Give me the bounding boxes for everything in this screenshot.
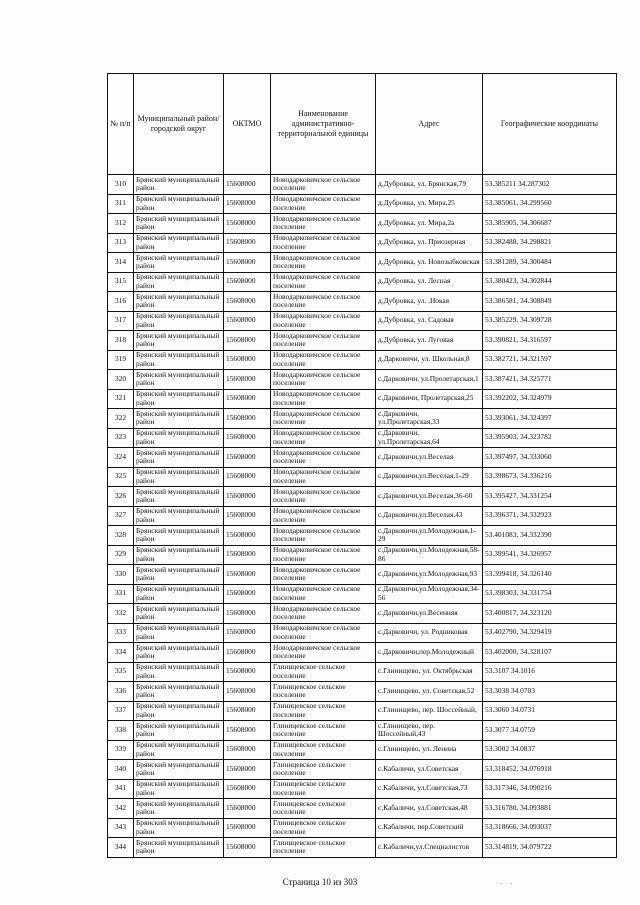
cell-address: с.Кабаличи, ул.Советская	[376, 760, 483, 780]
cell-num: 339	[108, 740, 134, 760]
cell-coords: 53.3038 34.0703	[483, 682, 617, 702]
cell-oktmo: 15608000	[224, 253, 271, 273]
cell-unit: Глиницевское сельское поселение	[271, 701, 376, 721]
cell-address: с.Глинищево, пер. Шоссейный,	[376, 701, 483, 721]
cell-unit: Новодарковичское сельское поселение	[271, 584, 376, 604]
cell-district: Брянский муниципальный район	[134, 721, 224, 741]
table-row	[108, 233, 617, 253]
cell-district: Брянский муниципальный район	[134, 779, 224, 799]
cell-district: Брянский муниципальный район	[134, 838, 224, 858]
cell-address: д.Дубровка, ул. Мира,25	[376, 194, 483, 214]
cell-unit: Новодарковичское сельское поселение	[271, 467, 376, 487]
cell-district: Брянский муниципальный район	[134, 428, 224, 448]
cell-address: с.Дарковичи,ул.Молодежная,34-56	[376, 584, 483, 604]
table-row	[108, 604, 617, 624]
cell-oktmo: 15608000	[224, 526, 271, 546]
cell-num: 318	[108, 331, 134, 351]
cell-coords: 53.317346, 34.090216	[483, 779, 617, 799]
cell-unit: Новодарковичское сельское поселение	[271, 545, 376, 565]
table-row	[108, 272, 617, 292]
cell-unit: Новодарковичское сельское поселение	[271, 506, 376, 526]
cell-num: 335	[108, 662, 134, 682]
cell-district: Брянский муниципальный район	[134, 272, 224, 292]
cell-coords: 53.382721, 34.321597	[483, 350, 617, 370]
cell-district: Брянский муниципальный район	[134, 760, 224, 780]
header-oktmo: ОКТМО	[224, 74, 271, 175]
cell-address: с.Дарковичи, ул. Родниковая	[376, 623, 483, 643]
cell-oktmo: 15608000	[224, 623, 271, 643]
cell-oktmo: 15608000	[224, 467, 271, 487]
table-row	[108, 584, 617, 604]
cell-oktmo: 15608000	[224, 292, 271, 312]
cell-address: с.Дарковичи, ул.Пролетарская,64	[376, 428, 483, 448]
cell-district: Брянский муниципальный район	[134, 604, 224, 624]
cell-coords: 53.387421, 34.325771	[483, 370, 617, 390]
cell-num: 334	[108, 643, 134, 663]
cell-num: 328	[108, 526, 134, 546]
cell-coords: 53.3002 34.0837	[483, 740, 617, 760]
cell-district: Брянский муниципальный район	[134, 682, 224, 702]
cell-coords: 53.386581, 34.308849	[483, 292, 617, 312]
cell-oktmo: 15608000	[224, 701, 271, 721]
cell-oktmo: 15608000	[224, 194, 271, 214]
cell-num: 327	[108, 506, 134, 526]
cell-unit: Новодарковичское сельское поселение	[271, 448, 376, 468]
table-row	[108, 506, 617, 526]
cell-district: Брянский муниципальный район	[134, 175, 224, 195]
cell-num: 332	[108, 604, 134, 624]
table-row	[108, 779, 617, 799]
cell-coords: 53.318666, 34.093037	[483, 818, 617, 838]
cell-unit: Новодарковичское сельское поселение	[271, 643, 376, 663]
cell-address: с.Глинищево, ул. Ленина	[376, 740, 483, 760]
cell-coords: 53.401083, 34.332390	[483, 526, 617, 546]
header-unit: Наименование административно-территориальной единицы	[271, 74, 376, 175]
cell-district: Брянский муниципальный район	[134, 233, 224, 253]
cell-num: 316	[108, 292, 134, 312]
table-row	[108, 428, 617, 448]
cell-oktmo: 15608000	[224, 506, 271, 526]
cell-address: с.Дарковичи,ул.Молодежная,1-29	[376, 526, 483, 546]
cell-district: Брянский муниципальный район	[134, 194, 224, 214]
cell-address: с.Кабаличи, ул.Советская,48	[376, 799, 483, 819]
cell-unit: Новодарковичское сельское поселение	[271, 253, 376, 273]
cell-address: с.Дарковичи,ул.Веселая,1-29	[376, 467, 483, 487]
cell-district: Брянский муниципальный район	[134, 214, 224, 234]
cell-address: с.Дарковичи,пер.Молодежный	[376, 643, 483, 663]
table-row	[108, 253, 617, 273]
cell-oktmo: 15608000	[224, 272, 271, 292]
table-row	[108, 350, 617, 370]
cell-oktmo: 15608000	[224, 350, 271, 370]
cell-unit: Глиницевское сельское поселение	[271, 721, 376, 741]
cell-coords: 53.382488, 34.298821	[483, 233, 617, 253]
cell-num: 323	[108, 428, 134, 448]
cell-unit: Новодарковичское сельское поселение	[271, 389, 376, 409]
cell-unit: Глиницевское сельское поселение	[271, 682, 376, 702]
cell-unit: Глиницевское сельское поселение	[271, 740, 376, 760]
cell-unit: Новодарковичское сельское поселение	[271, 565, 376, 585]
cell-oktmo: 15608000	[224, 740, 271, 760]
cell-address: с.Дарковичи,ул.Веселая,43	[376, 506, 483, 526]
cell-oktmo: 15608000	[224, 214, 271, 234]
cell-num: 337	[108, 701, 134, 721]
cell-coords: 53.390821, 34.316597	[483, 331, 617, 351]
cell-oktmo: 15608000	[224, 682, 271, 702]
cell-num: 330	[108, 565, 134, 585]
cell-unit: Новодарковичское сельское поселение	[271, 526, 376, 546]
cell-district: Брянский муниципальный район	[134, 662, 224, 682]
cell-district: Брянский муниципальный район	[134, 623, 224, 643]
cell-address: с.Глинищево, ул. Советская,52	[376, 682, 483, 702]
table-row	[108, 799, 617, 819]
cell-address: д.Дубровка, ул. Луговая	[376, 331, 483, 351]
cell-coords: 53.402790, 34.329419	[483, 623, 617, 643]
cell-coords: 53.398303, 34.331754	[483, 584, 617, 604]
cell-address: с.Кабаличи, пер.Советский	[376, 818, 483, 838]
header-district: Муниципальный район/городской округ	[134, 74, 224, 175]
cell-unit: Глиницевское сельское поселение	[271, 760, 376, 780]
cell-unit: Новодарковичское сельское поселение	[271, 194, 376, 214]
cell-district: Брянский муниципальный район	[134, 370, 224, 390]
cell-address: с.Кабаличи, ул.Советская,73	[376, 779, 483, 799]
cell-address: с.Дарковичи, ул.Пролетарская,33	[376, 409, 483, 429]
cell-unit: Глиницевское сельское поселение	[271, 799, 376, 819]
cell-district: Брянский муниципальный район	[134, 331, 224, 351]
cell-address: с.Дарковичи,ул.Молодежная,58-86	[376, 545, 483, 565]
cell-oktmo: 15608000	[224, 175, 271, 195]
cell-coords: 53.396371, 34.332923	[483, 506, 617, 526]
cell-address: с.Дарковичи,ул.Весенняя	[376, 604, 483, 624]
cell-oktmo: 15608000	[224, 604, 271, 624]
cell-coords: 53.399418, 34.326140	[483, 565, 617, 585]
cell-district: Брянский муниципальный район	[134, 350, 224, 370]
cell-num: 344	[108, 838, 134, 858]
cell-num: 320	[108, 370, 134, 390]
table-row	[108, 701, 617, 721]
cell-coords: 53.314819, 34.079722	[483, 838, 617, 858]
cell-district: Брянский муниципальный район	[134, 545, 224, 565]
cell-oktmo: 15608000	[224, 721, 271, 741]
page-footer: Страница 10 из 303	[282, 877, 358, 887]
cell-oktmo: 15608000	[224, 643, 271, 663]
cell-oktmo: 15608000	[224, 409, 271, 429]
cell-num: 342	[108, 799, 134, 819]
cell-num: 317	[108, 311, 134, 331]
cell-oktmo: 15608000	[224, 428, 271, 448]
cell-num: 314	[108, 253, 134, 273]
cell-num: 329	[108, 545, 134, 565]
cell-coords: 53.385211 34.287302	[483, 175, 617, 195]
table-row	[108, 760, 617, 780]
cell-coords: 53.3060 34.0731	[483, 701, 617, 721]
cell-oktmo: 15608000	[224, 818, 271, 838]
cell-address: д.Дубровка, ул. Приозерная	[376, 233, 483, 253]
cell-coords: 53.392202, 34.324979	[483, 389, 617, 409]
cell-num: 325	[108, 467, 134, 487]
cell-coords: 53.381289, 34.300484	[483, 253, 617, 273]
cell-coords: 53.402000, 34.328107	[483, 643, 617, 663]
cell-num: 322	[108, 409, 134, 429]
cell-oktmo: 15608000	[224, 545, 271, 565]
cell-district: Брянский муниципальный район	[134, 487, 224, 507]
cell-district: Брянский муниципальный район	[134, 799, 224, 819]
table-row	[108, 740, 617, 760]
cell-oktmo: 15608000	[224, 838, 271, 858]
cell-coords: 53.318452, 34.076918	[483, 760, 617, 780]
table-header-row	[108, 74, 617, 175]
cell-unit: Новодарковичское сельское поселение	[271, 292, 376, 312]
cell-num: 341	[108, 779, 134, 799]
cell-address: д.Дубровка, ул. Мира,2а	[376, 214, 483, 234]
cell-coords: 53.400817, 34.323120	[483, 604, 617, 624]
cell-oktmo: 15608000	[224, 799, 271, 819]
cell-address: с.Глинищево, пер. Шоссейный,43	[376, 721, 483, 741]
cell-coords: 53.397497, 34.333060	[483, 448, 617, 468]
cell-address: с.Дарковичи,ул.Веселая	[376, 448, 483, 468]
cell-address: с.Кабаличи,ул.Специалистов	[376, 838, 483, 858]
cell-address: д.Дубровка, ул. .Новая	[376, 292, 483, 312]
cell-coords: 53.399541, 34.326957	[483, 545, 617, 565]
table-row	[108, 175, 617, 195]
header-address: Адрес	[376, 74, 483, 175]
table-row	[108, 526, 617, 546]
table-row	[108, 643, 617, 663]
cell-unit: Новодарковичское сельское поселение	[271, 350, 376, 370]
cell-num: 343	[108, 818, 134, 838]
cell-coords: 53.395427, 34.331254	[483, 487, 617, 507]
cell-coords: 53.385905, 34.306687	[483, 214, 617, 234]
header-coords: Географические координаты	[483, 74, 617, 175]
cell-district: Брянский муниципальный район	[134, 584, 224, 604]
registry-table	[107, 73, 617, 858]
cell-address: д.Дарковичи, ул. Школьная,8	[376, 350, 483, 370]
cell-unit: Новодарковичское сельское поселение	[271, 311, 376, 331]
cell-unit: Новодарковичское сельское поселение	[271, 175, 376, 195]
cell-address: д.Дубровка, ул. Лесная	[376, 272, 483, 292]
table-row	[108, 331, 617, 351]
table-row	[108, 194, 617, 214]
cell-unit: Глиницевское сельское поселение	[271, 838, 376, 858]
cell-num: 326	[108, 487, 134, 507]
table-row	[108, 370, 617, 390]
cell-num: 313	[108, 233, 134, 253]
cell-num: 340	[108, 760, 134, 780]
cell-unit: Новодарковичское сельское поселение	[271, 214, 376, 234]
cell-oktmo: 15608000	[224, 584, 271, 604]
cell-district: Брянский муниципальный район	[134, 311, 224, 331]
cell-unit: Глиницевское сельское поселение	[271, 818, 376, 838]
scan-marks: · ·	[500, 880, 516, 888]
cell-unit: Новодарковичское сельское поселение	[271, 604, 376, 624]
cell-coords: 53.380423, 34.302844	[483, 272, 617, 292]
cell-district: Брянский муниципальный район	[134, 701, 224, 721]
cell-district: Брянский муниципальный район	[134, 506, 224, 526]
cell-coords: 53.3107 34.1016	[483, 662, 617, 682]
cell-address: д.Дубровка, ул. Брянская,79	[376, 175, 483, 195]
cell-oktmo: 15608000	[224, 779, 271, 799]
cell-district: Брянский муниципальный район	[134, 643, 224, 663]
cell-district: Брянский муниципальный район	[134, 448, 224, 468]
cell-district: Брянский муниципальный район	[134, 565, 224, 585]
cell-num: 331	[108, 584, 134, 604]
cell-oktmo: 15608000	[224, 389, 271, 409]
cell-unit: Новодарковичское сельское поселение	[271, 487, 376, 507]
cell-oktmo: 15608000	[224, 487, 271, 507]
table-row	[108, 818, 617, 838]
cell-unit: Новодарковичское сельское поселение	[271, 409, 376, 429]
table-row	[108, 545, 617, 565]
cell-address: д.Дубровка, ул. Новозыбковская	[376, 253, 483, 273]
cell-coords: 53.385061, 34.299560	[483, 194, 617, 214]
cell-unit: Новодарковичское сельское поселение	[271, 428, 376, 448]
cell-address: с.Дарковичи, Пролетарская,25	[376, 389, 483, 409]
table-row	[108, 311, 617, 331]
cell-oktmo: 15608000	[224, 370, 271, 390]
cell-unit: Новодарковичское сельское поселение	[271, 233, 376, 253]
cell-num: 315	[108, 272, 134, 292]
cell-coords: 53.3077 34.0759	[483, 721, 617, 741]
cell-coords: 53.393061, 34.324397	[483, 409, 617, 429]
cell-unit: Новодарковичское сельское поселение	[271, 623, 376, 643]
cell-coords: 53.395903, 34.323782	[483, 428, 617, 448]
table-row	[108, 389, 617, 409]
cell-district: Брянский муниципальный район	[134, 740, 224, 760]
cell-district: Брянский муниципальный район	[134, 818, 224, 838]
cell-num: 310	[108, 175, 134, 195]
table-row	[108, 623, 617, 643]
cell-address: с.Дарковичи,ул.Веселая,36-60	[376, 487, 483, 507]
cell-district: Брянский муниципальный район	[134, 389, 224, 409]
cell-unit: Глиницевское сельское поселение	[271, 662, 376, 682]
table-row	[108, 682, 617, 702]
cell-num: 338	[108, 721, 134, 741]
cell-district: Брянский муниципальный район	[134, 526, 224, 546]
cell-district: Брянский муниципальный район	[134, 409, 224, 429]
cell-num: 324	[108, 448, 134, 468]
cell-coords: 53.316780, 34.093881	[483, 799, 617, 819]
cell-num: 321	[108, 389, 134, 409]
cell-oktmo: 15608000	[224, 448, 271, 468]
cell-oktmo: 15608000	[224, 331, 271, 351]
header-num: № п/п	[108, 74, 134, 175]
table-row	[108, 487, 617, 507]
table-row	[108, 448, 617, 468]
cell-address: д.Дубровка, ул. Садовая	[376, 311, 483, 331]
table-row	[108, 838, 617, 858]
cell-oktmo: 15608000	[224, 565, 271, 585]
cell-coords: 53.398673, 34.336216	[483, 467, 617, 487]
table-row	[108, 292, 617, 312]
cell-num: 333	[108, 623, 134, 643]
table-row	[108, 214, 617, 234]
cell-oktmo: 15608000	[224, 760, 271, 780]
cell-num: 312	[108, 214, 134, 234]
table-body	[108, 175, 617, 858]
table-row	[108, 721, 617, 741]
cell-num: 311	[108, 194, 134, 214]
cell-oktmo: 15608000	[224, 233, 271, 253]
table-row	[108, 467, 617, 487]
cell-unit: Новодарковичское сельское поселение	[271, 331, 376, 351]
cell-oktmo: 15608000	[224, 662, 271, 682]
cell-unit: Новодарковичское сельское поселение	[271, 370, 376, 390]
cell-address: с.Глинищево, ул. Октябрьская	[376, 662, 483, 682]
table-row	[108, 409, 617, 429]
cell-address: с.Дарковичи,ул.Молодежная,93	[376, 565, 483, 585]
cell-district: Брянский муниципальный район	[134, 467, 224, 487]
cell-district: Брянский муниципальный район	[134, 292, 224, 312]
cell-district: Брянский муниципальный район	[134, 253, 224, 273]
cell-num: 336	[108, 682, 134, 702]
cell-num: 319	[108, 350, 134, 370]
cell-unit: Глиницевское сельское поселение	[271, 779, 376, 799]
cell-oktmo: 15608000	[224, 311, 271, 331]
cell-coords: 53.385229, 34.309728	[483, 311, 617, 331]
cell-unit: Новодарковичское сельское поселение	[271, 272, 376, 292]
cell-address: с.Дарковичи, ул.Пролетарская,1	[376, 370, 483, 390]
table-row	[108, 565, 617, 585]
table-row	[108, 662, 617, 682]
